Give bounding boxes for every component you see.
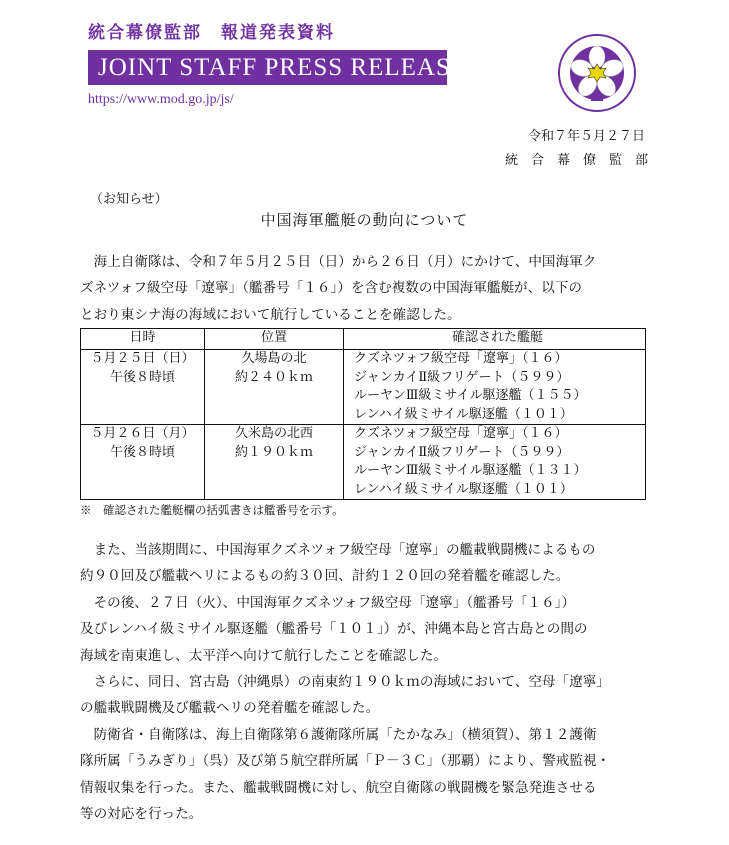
table-row xyxy=(81,350,646,425)
intro-line: 海上自衛隊は、令和７年５月２５日（日）から２６日（月）にかけて、中国海軍ク xyxy=(80,254,597,270)
banner-text: JOINT STAFF PRESS RELEASE xyxy=(98,54,468,81)
intro-line: ズネツォフ級空母「遼寧」（艦番号「１６」）を含む複数の中国海軍艦艇が、以下の xyxy=(80,280,583,297)
intro-paragraph xyxy=(80,249,650,328)
body-line: 等の対応を行った。 xyxy=(80,805,203,822)
body-line: さらに、同日、宮古島（沖縄県）の南東約１９０ｋｍの海域において、空母「遼寧」 xyxy=(80,673,610,690)
intro-line: とおり東シナ海の海域において航行していることを確認した。 xyxy=(80,306,461,323)
body-line: また、当該期間に、中国海軍クズネツォフ級空母「遼寧」の艦載戦闘機によるもの xyxy=(80,542,596,558)
press-release-banner xyxy=(88,50,468,85)
body-line: 情報収集を行った。また、艦載戦闘機に対し、航空自衛隊の戦闘機を緊急発進させる xyxy=(80,779,597,796)
ships-cell: クズネツォフ級空母「遼寧」（１６） ジャンカイⅡ級フリゲート（５９９） ルーヤンⅢ級ミサイル駆逐艦（１３１） レンハイ級ミサイル駆逐艦（１０１） xyxy=(344,425,646,500)
header-ships: 確認された艦艇 xyxy=(344,329,646,350)
table-row xyxy=(81,425,646,500)
body-line: 隊所属「うみぎり」（呉）及び第５航空群所属「Ｐ－３Ｃ」（那覇）により、警戒監視・ xyxy=(80,753,611,770)
joint-staff-seal-logo xyxy=(557,33,637,113)
release-date: 令和７年５月２７日 xyxy=(527,129,645,144)
header-location: 位置 xyxy=(205,329,344,350)
body-line: 海域を南東進し、太平洋へ向けて航行したことを確認した。 xyxy=(80,647,448,664)
datetime-cell: ５月２６日（月） 午後８時頃 xyxy=(81,425,205,500)
body-line: 及びレンハイ級ミサイル駆逐艦（艦番号「１０１」）が、沖縄本島と宮古島との間の xyxy=(80,621,588,638)
location-cell: 久米島の北西 約１９０ｋｍ xyxy=(205,425,344,500)
website-url: https://www.mod.go.jp/js/ xyxy=(88,92,234,107)
body-line: 防衛省・自衛隊は、海上自衛隊第６護衛隊所属「たかなみ」（横須賀）、第１２護衛 xyxy=(80,726,597,743)
body-line: 約９０回及び艦載ヘリによるもの約３０回、計約１２０回の発着艦を確認した。 xyxy=(80,568,570,585)
table-header-row xyxy=(81,329,646,350)
issuer: 統 合 幕 僚 監 部 xyxy=(505,153,649,168)
document-title: 中国海軍艦艇の動向について xyxy=(260,211,469,229)
location-cell: 久場島の北 約２４０ｋｍ xyxy=(205,350,344,425)
body-paragraphs xyxy=(80,537,650,827)
ships-cell: クズネツォフ級空母「遼寧」（１６） ジャンカイⅡ級フリゲート（５９９） ルーヤンⅢ級ミサイル駆逐艦（１５５） レンハイ級ミサイル駆逐艦（１０１） xyxy=(344,350,646,425)
ship-sightings-table xyxy=(80,328,646,500)
body-line: の艦載戦闘機及び艦載ヘリの発着艦を確認した。 xyxy=(80,700,380,717)
table-note: ※ 確認された艦艇欄の括弧書きは艦番号を示す。 xyxy=(80,503,344,517)
notice-label: （お知らせ） xyxy=(90,192,168,207)
org-title: 統合幕僚監部 報道発表資料 xyxy=(88,23,335,43)
datetime-cell: ５月２５日（日） 午後８時頃 xyxy=(81,350,205,425)
header-datetime: 日時 xyxy=(81,329,205,350)
body-line: その後、２７日（火）、中国海軍クズネツォフ級空母「遼寧」（艦番号「１６」） xyxy=(80,594,576,611)
